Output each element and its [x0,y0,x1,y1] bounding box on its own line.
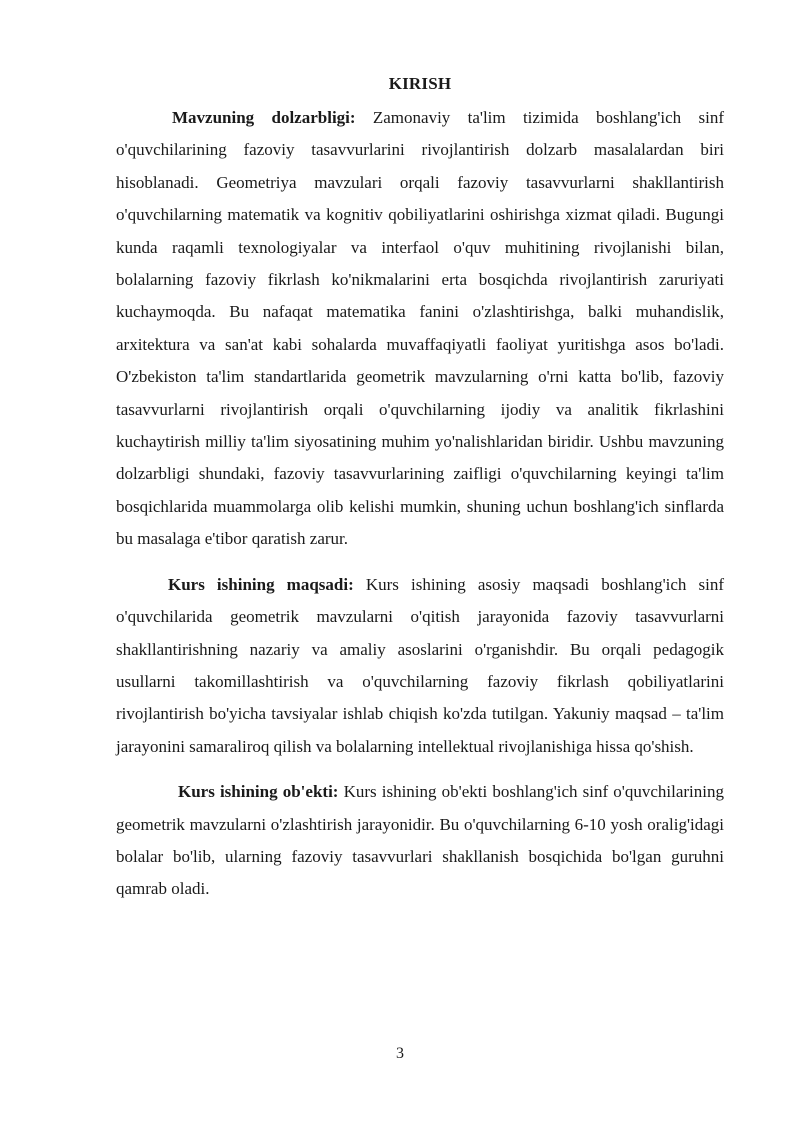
paragraph-relevance [116,102,724,556]
object-heading: Kurs ishining ob'ekti: [178,782,339,802]
paragraph-object [116,776,724,906]
section-title: KIRISH [388,74,452,93]
object-text: Kurs ishining ob'ekti boshlang'ich sinf o'quvchilarining geometrik mavzularni o'zlashtirish jarayonidir. Bu o'quvchilarning 6-10 yosh oralig'idagi bolalar bo'lib, ularning fazoviy tasavvurlari shakllanish bosqichida bo'lgan guruhni qamrab oladi. [116,782,724,899]
goal-text: Kurs ishining asosiy maqsadi boshlang'ich sinf o'quvchilarida geometrik mavzularni o'qitish jarayonida fazoviy tasavvurlarni shakllantirishning nazariy va amaliy asoslarini o'rganishdir. Bu orqali pedagogik usullarni takomillashtirish va o'quvchilarning fazoviy fikrlash qobiliyatlarini rivojlantirish bo'yicha tavsiyalar ishlab chiqish ko'zda tutilgan. Yakuniy maqsad – ta'lim jarayonini samaraliroq qilish va bolalarning intellektual rivojlanishiga hissa qo'shish. [116,574,724,756]
goal-heading: Kurs ishining maqsadi: [168,574,354,594]
relevance-heading: Mavzuning dolzarbligi: [172,108,356,127]
relevance-text: Zamonaviy ta'lim tizimida boshlang'ich sinf o'quvchilarining fazoviy tasavvurlarini rivojlantirish dolzarb masalalardan biri hisoblanadi. Geometriya mavzulari orqali fazoviy tasavvurlarni shakllantirish o'quvchilarning matematik va kognitiv qobiliyatlarini oshirishga xizmat qiladi. Bugungi kunda raqamli texnologiyalar va interfaol o'quv muhitining rivojlanishi bilan, bolalarning fazoviy fikrlash ko'nikmalarini erta bosqichda rivojlantirish zaruriyati kuchaymoqda. Bu nafaqat matematika fanini o'zlashtirishga, balki muhandislik, arxitektura va san'at kabi sohalarda muvaffaqiyatli faoliyat yuritishga asos bo'ladi. O'zbekiston ta'lim standartlarida geometrik mavzularning o'rni katta bo'lib, fazoviy tasavvurlarni rivojlantirish orqali o'quvchilarning ijodiy va analitik fikrlashini kuchaytirish milliy ta'lim siyosatining muhim yo'nalishlaridan biridir. Ushbu mavzuning dolzarbligi shundaki, fazoviy tasavvurlarining zaifligi o'quvchilarning keyingi ta'lim bosqichlarida muammolarga olib kelishi mumkin, shuning uchun boshlang'ich sinflarda bu masalaga e'tibor qaratish zarur. [116,108,724,549]
paragraph-goal [116,569,724,763]
page-number: 3 [396,1045,404,1062]
document-page [116,72,724,906]
